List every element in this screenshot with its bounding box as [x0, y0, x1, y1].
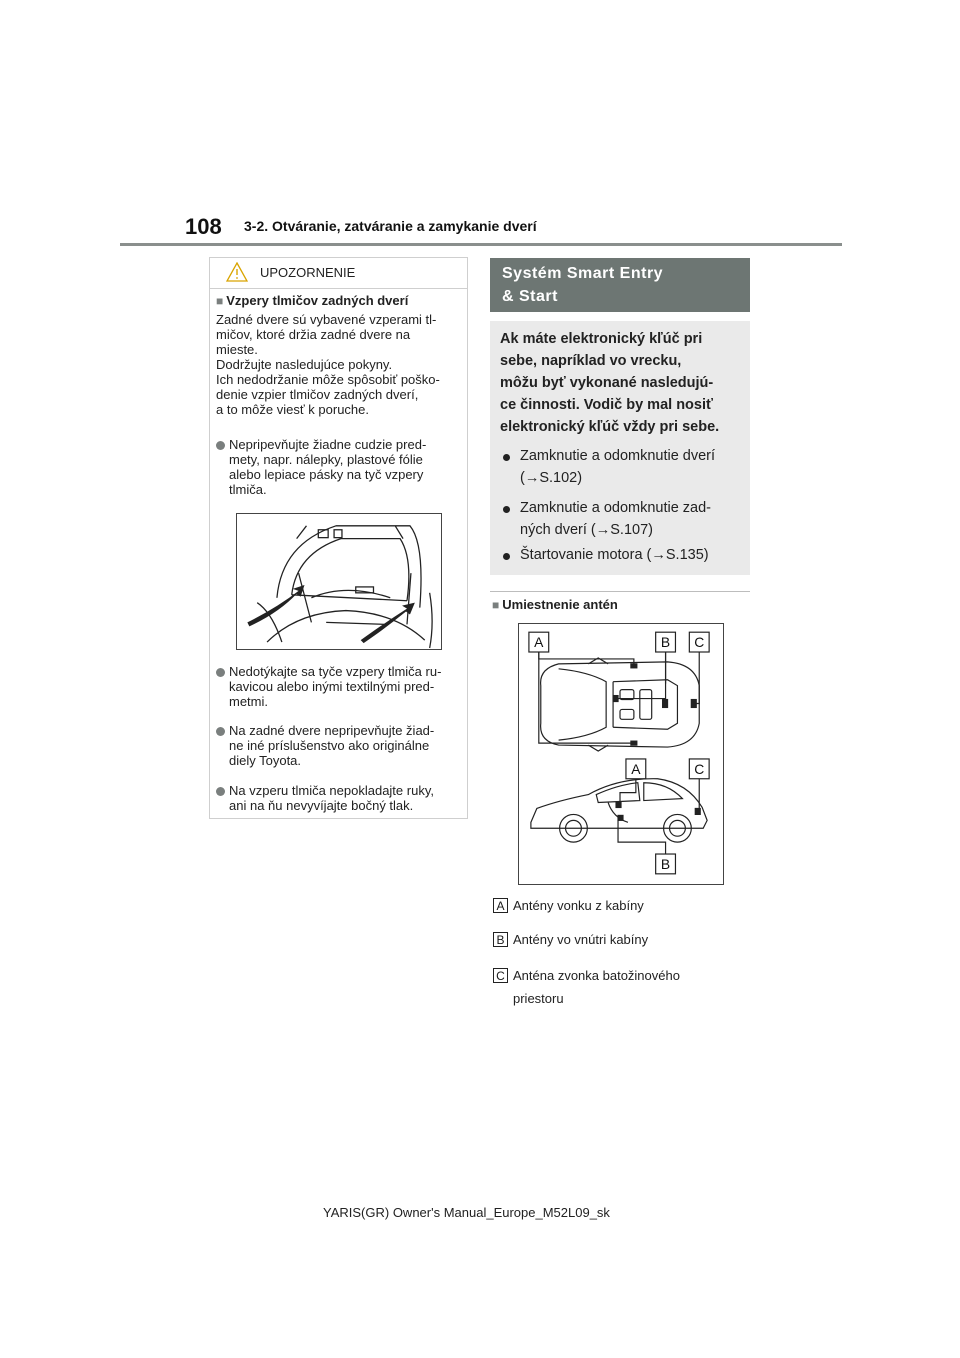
warning-bullet: Nepripevňujte žiadne cudzie pred- mety, napr. nálepky, plastové fólie alebo lepiace pásky na tyč vzpery tlmiča.	[229, 437, 427, 497]
label-b: B	[660, 855, 671, 872]
bullet-dot-icon	[503, 553, 510, 560]
label-c: C	[694, 634, 705, 651]
smart-entry-item: Štartovanie motora (→S.135)	[520, 547, 709, 563]
warning-intro: Zadné dvere sú vybavené vzperami tl- mičov, ktoré držia zadné dvere na mieste. Dodržujte nasledujúce pokyny. Ich nedodržanie môže spôsobiť poško- denie vzpier tlmičov zadných dverí, a to môže viesť k poruche.	[216, 312, 440, 417]
bullet-dot-icon	[216, 441, 225, 450]
smart-entry-item: Zamknutie a odomknutie dverí (→S.102)	[520, 448, 716, 486]
smart-entry-banner	[490, 258, 750, 312]
warning-bullet: Na zadné dvere nepripevňujte žiad- ne iné príslušenstvo ako originálne diely Toyota.	[229, 723, 435, 768]
bullet-dot-icon	[216, 787, 225, 796]
section-title: 3-2. Otváranie, zatváranie a zamykanie dverí	[244, 218, 537, 234]
warning-bullet: Nedotýkajte sa tyče vzpery tlmiča ru- kavicou alebo inými textilnými pred- metmi.	[229, 664, 442, 709]
section-divider	[490, 591, 750, 592]
bullet-dot-icon	[216, 668, 225, 677]
label-a: A	[534, 634, 544, 651]
warning-box	[209, 257, 468, 819]
label-b: B	[660, 634, 671, 651]
bullet-dot-icon	[503, 454, 510, 461]
square-bullet-icon: ■	[492, 598, 500, 612]
label-a: A	[631, 760, 641, 777]
key-text-c: Anténa zvonka batožinového	[513, 968, 680, 983]
bullet-dot-icon	[216, 727, 225, 736]
page-number: 108	[185, 214, 222, 239]
warning-header	[210, 258, 467, 289]
smart-entry-intro: Ak máte elektronický kľúč pri sebe, napríklad vo vrecku, môžu byť vykonané nasledujú- ce činnosti. Vodič by mal nosiť elektronický kľúč vždy pri sebe.	[500, 331, 720, 435]
antenna-location-diagram	[518, 623, 724, 885]
footer-text: YARIS(GR) Owner's Manual_Europe_M52L09_sk	[323, 1205, 610, 1220]
warning-bullet: Na vzperu tlmiča nepokladajte ruky, ani na ňu nevyvíjajte bočný tlak.	[229, 783, 434, 813]
label-c: C	[694, 760, 705, 777]
key-text-b: Antény vo vnútri kabíny	[513, 932, 649, 947]
antenna-heading: ■ Umiestnenie antén	[492, 597, 618, 612]
square-bullet-icon: ■	[216, 294, 224, 308]
tailgate-illustration	[236, 513, 442, 650]
key-letter-b: B	[493, 932, 508, 947]
warning-triangle-icon	[226, 262, 248, 282]
smart-entry-title: Systém Smart Entry & Start	[502, 265, 664, 305]
key-letter-a: A	[493, 898, 508, 913]
key-text-a: Antény vonku z kabíny	[513, 898, 644, 913]
key-letter-c: C	[493, 968, 508, 983]
warning-label: UPOZORNENIE	[260, 265, 356, 280]
header-rule	[120, 243, 842, 246]
bullet-dot-icon	[503, 506, 510, 513]
warning-heading: ■ Vzpery tlmičov zadných dverí	[216, 293, 409, 308]
key-text-c-continued: priestoru	[513, 991, 564, 1006]
smart-entry-item: Zamknutie a odomknutie zad- ných dverí (→S.107)	[520, 500, 712, 538]
smart-entry-info-box	[490, 321, 750, 575]
